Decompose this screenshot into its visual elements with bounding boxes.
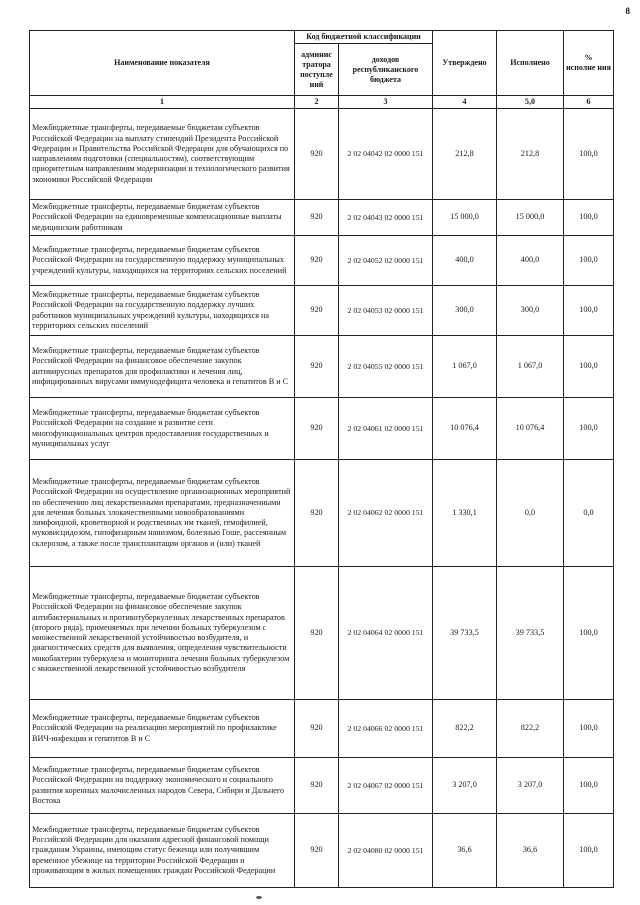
row-admin: 920 [295, 200, 339, 236]
row-code: 2 02 04080 02 0000 151 [339, 814, 433, 888]
row-admin: 920 [295, 567, 339, 700]
column-number: 2 [295, 96, 339, 109]
row-executed: 212,8 [497, 109, 564, 200]
table-row [30, 460, 614, 567]
row-name: Межбюджетные трансферты, передаваемые бюджетам субъектов Российской Федерации на государственную поддержку лучших работников муниципальных учреждений культуры, находящихся на территориях сельских поселений [30, 286, 295, 336]
row-admin: 920 [295, 236, 339, 286]
column-number: 4 [433, 96, 497, 109]
row-name: Межбюджетные трансферты, передаваемые бюджетам субъектов Российской Федерации на выплату стипендий Президента Российской Федерации и Правительства Российской Федерации для обучающихся по направлениям подготовки (специальностям), соответствующим приоритетным направлениям модернизации и технологического развития экономики Российской Федерации [30, 109, 295, 200]
row-executed: 15 000,0 [497, 200, 564, 236]
row-code: 2 02 04053 02 0000 151 [339, 286, 433, 336]
row-percent: 100,0 [564, 398, 614, 460]
row-percent: 100,0 [564, 700, 614, 758]
row-admin: 920 [295, 109, 339, 200]
row-code: 2 02 04042 02 0000 151 [339, 109, 433, 200]
budget-execution-table [29, 30, 614, 888]
header-percent [564, 31, 614, 96]
table-row [30, 200, 614, 236]
row-code: 2 02 04061 02 0000 151 [339, 398, 433, 460]
row-percent: 100,0 [564, 236, 614, 286]
table-row [30, 567, 614, 700]
header-percent-sign: % [584, 53, 593, 62]
row-approved: 212,8 [433, 109, 497, 200]
table-row [30, 286, 614, 336]
row-name: Межбюджетные трансферты, передаваемые бюджетам субъектов Российской Федерации на создание и развитие сети многофункциональных центров предоставления государственных и муниципальных услуг [30, 398, 295, 460]
row-approved: 300,0 [433, 286, 497, 336]
row-approved: 1 330,1 [433, 460, 497, 567]
row-executed: 1 067,0 [497, 336, 564, 398]
table-row [30, 398, 614, 460]
column-number: 1 [30, 96, 295, 109]
row-percent: 100,0 [564, 758, 614, 814]
row-admin: 920 [295, 336, 339, 398]
scan-speck [256, 896, 262, 899]
row-executed: 3 207,0 [497, 758, 564, 814]
column-number: 3 [339, 96, 433, 109]
table-row [30, 814, 614, 888]
row-name: Межбюджетные трансферты, передаваемые бюджетам субъектов Российской Федерации на поддержку экономического и социального развития коренных малочисленных народов Севера, Сибири и Дальнего Востока [30, 758, 295, 814]
row-percent: 100,0 [564, 200, 614, 236]
row-percent: 100,0 [564, 567, 614, 700]
row-executed: 400,0 [497, 236, 564, 286]
header-executed: Исполнено [497, 31, 564, 96]
row-executed: 0,0 [497, 460, 564, 567]
row-executed: 10 076,4 [497, 398, 564, 460]
row-approved: 400,0 [433, 236, 497, 286]
row-admin: 920 [295, 700, 339, 758]
row-admin: 920 [295, 814, 339, 888]
row-name: Межбюджетные трансферты, передаваемые бюджетам субъектов Российской Федерации на государственную поддержку муниципальных учреждений культуры, находящихся на территориях сельских поселений [30, 236, 295, 286]
header-budget-code-group: Код бюджетной классификации [295, 31, 433, 44]
row-percent: 100,0 [564, 286, 614, 336]
table-row [30, 700, 614, 758]
row-admin: 920 [295, 286, 339, 336]
row-code: 2 02 04064 02 0000 151 [339, 567, 433, 700]
row-admin: 920 [295, 398, 339, 460]
header-administrator: админис тратора поступле ний [295, 44, 339, 96]
row-approved: 1 067,0 [433, 336, 497, 398]
header-approved: Утверждено [433, 31, 497, 96]
row-percent: 100,0 [564, 814, 614, 888]
row-code: 2 02 04066 02 0000 151 [339, 700, 433, 758]
row-name: Межбюджетные трансферты, передаваемые бюджетам субъектов Российской Федерации на финансовое обеспечение закупок антивирусных препаратов для профилактики и лечения лиц, инфицированных вирусами иммунодефицита человека и гепатитов В и С [30, 336, 295, 398]
row-code: 2 02 04052 02 0000 151 [339, 236, 433, 286]
header-revenue: доходов республиканского бюджета [339, 44, 433, 96]
row-name: Межбюджетные трансферты, передаваемые бюджетам субъектов Российской Федерации на финансовое обеспечение закупок антибактериальных и противотуберкулезных лекарственных препаратов (второго ряда), применяемых при лечении больных туберкулезом с множественной лекарственной устойчивостью возбудителя, и диагностических средств для выявления, определения чувствительности микобактерии туберкулеза и мониторинга лечения больных туберкулезом с множественной лекарственной устойчивостью возбудителя [30, 567, 295, 700]
row-approved: 15 000,0 [433, 200, 497, 236]
row-name: Межбюджетные трансферты, передаваемые бюджетам субъектов Российской Федерации для оказания адресной финансовой помощи гражданам Украины, имеющим статус беженца или получившим временное убежище на территории Российской Федерации и проживающим в жилых помещениях граждан Российской Федерации [30, 814, 295, 888]
row-approved: 3 207,0 [433, 758, 497, 814]
table-row [30, 758, 614, 814]
row-admin: 920 [295, 460, 339, 567]
header-percent-text: исполне ния [566, 63, 611, 72]
row-code: 2 02 04043 02 0000 151 [339, 200, 433, 236]
header-indicator-name: Наименование показателя [30, 31, 295, 96]
table-row [30, 336, 614, 398]
table-row [30, 236, 614, 286]
row-admin: 920 [295, 758, 339, 814]
row-name: Межбюджетные трансферты, передаваемые бюджетам субъектов Российской Федерации на реализацию мероприятий по профилактике ВИЧ-инфекции и гепатитов В и С [30, 700, 295, 758]
row-approved: 39 733,5 [433, 567, 497, 700]
row-name: Межбюджетные трансферты, передаваемые бюджетам субъектов Российской Федерации на осуществление организационных мероприятий по обеспечению лиц лекарственными препаратами, предназначенными для лечения больных злокачественными новообразованиями лимфоидной, кроветворной и родственных им тканей, гемофилией, муковисцидозом, гипофизарным нанизмом, болезнью Гоше, рассеянным склерозом, а также после трансплантации органов и (или) тканей [30, 460, 295, 567]
row-executed: 36,6 [497, 814, 564, 888]
row-executed: 822,2 [497, 700, 564, 758]
row-executed: 39 733,5 [497, 567, 564, 700]
row-executed: 300,0 [497, 286, 564, 336]
page-number: 8 [625, 6, 630, 16]
row-approved: 822,2 [433, 700, 497, 758]
row-code: 2 02 04067 02 0000 151 [339, 758, 433, 814]
row-name: Межбюджетные трансферты, передаваемые бюджетам субъектов Российской Федерации на единовременные компенсационные выплаты медицинским работникам [30, 200, 295, 236]
row-approved: 10 076,4 [433, 398, 497, 460]
row-percent: 100,0 [564, 336, 614, 398]
row-percent: 100,0 [564, 109, 614, 200]
column-number: 6 [564, 96, 614, 109]
table-row [30, 109, 614, 200]
row-code: 2 02 04062 02 0000 151 [339, 460, 433, 567]
column-number: 5,0 [497, 96, 564, 109]
row-code: 2 02 04055 02 0000 151 [339, 336, 433, 398]
row-percent: 0,0 [564, 460, 614, 567]
row-approved: 36,6 [433, 814, 497, 888]
